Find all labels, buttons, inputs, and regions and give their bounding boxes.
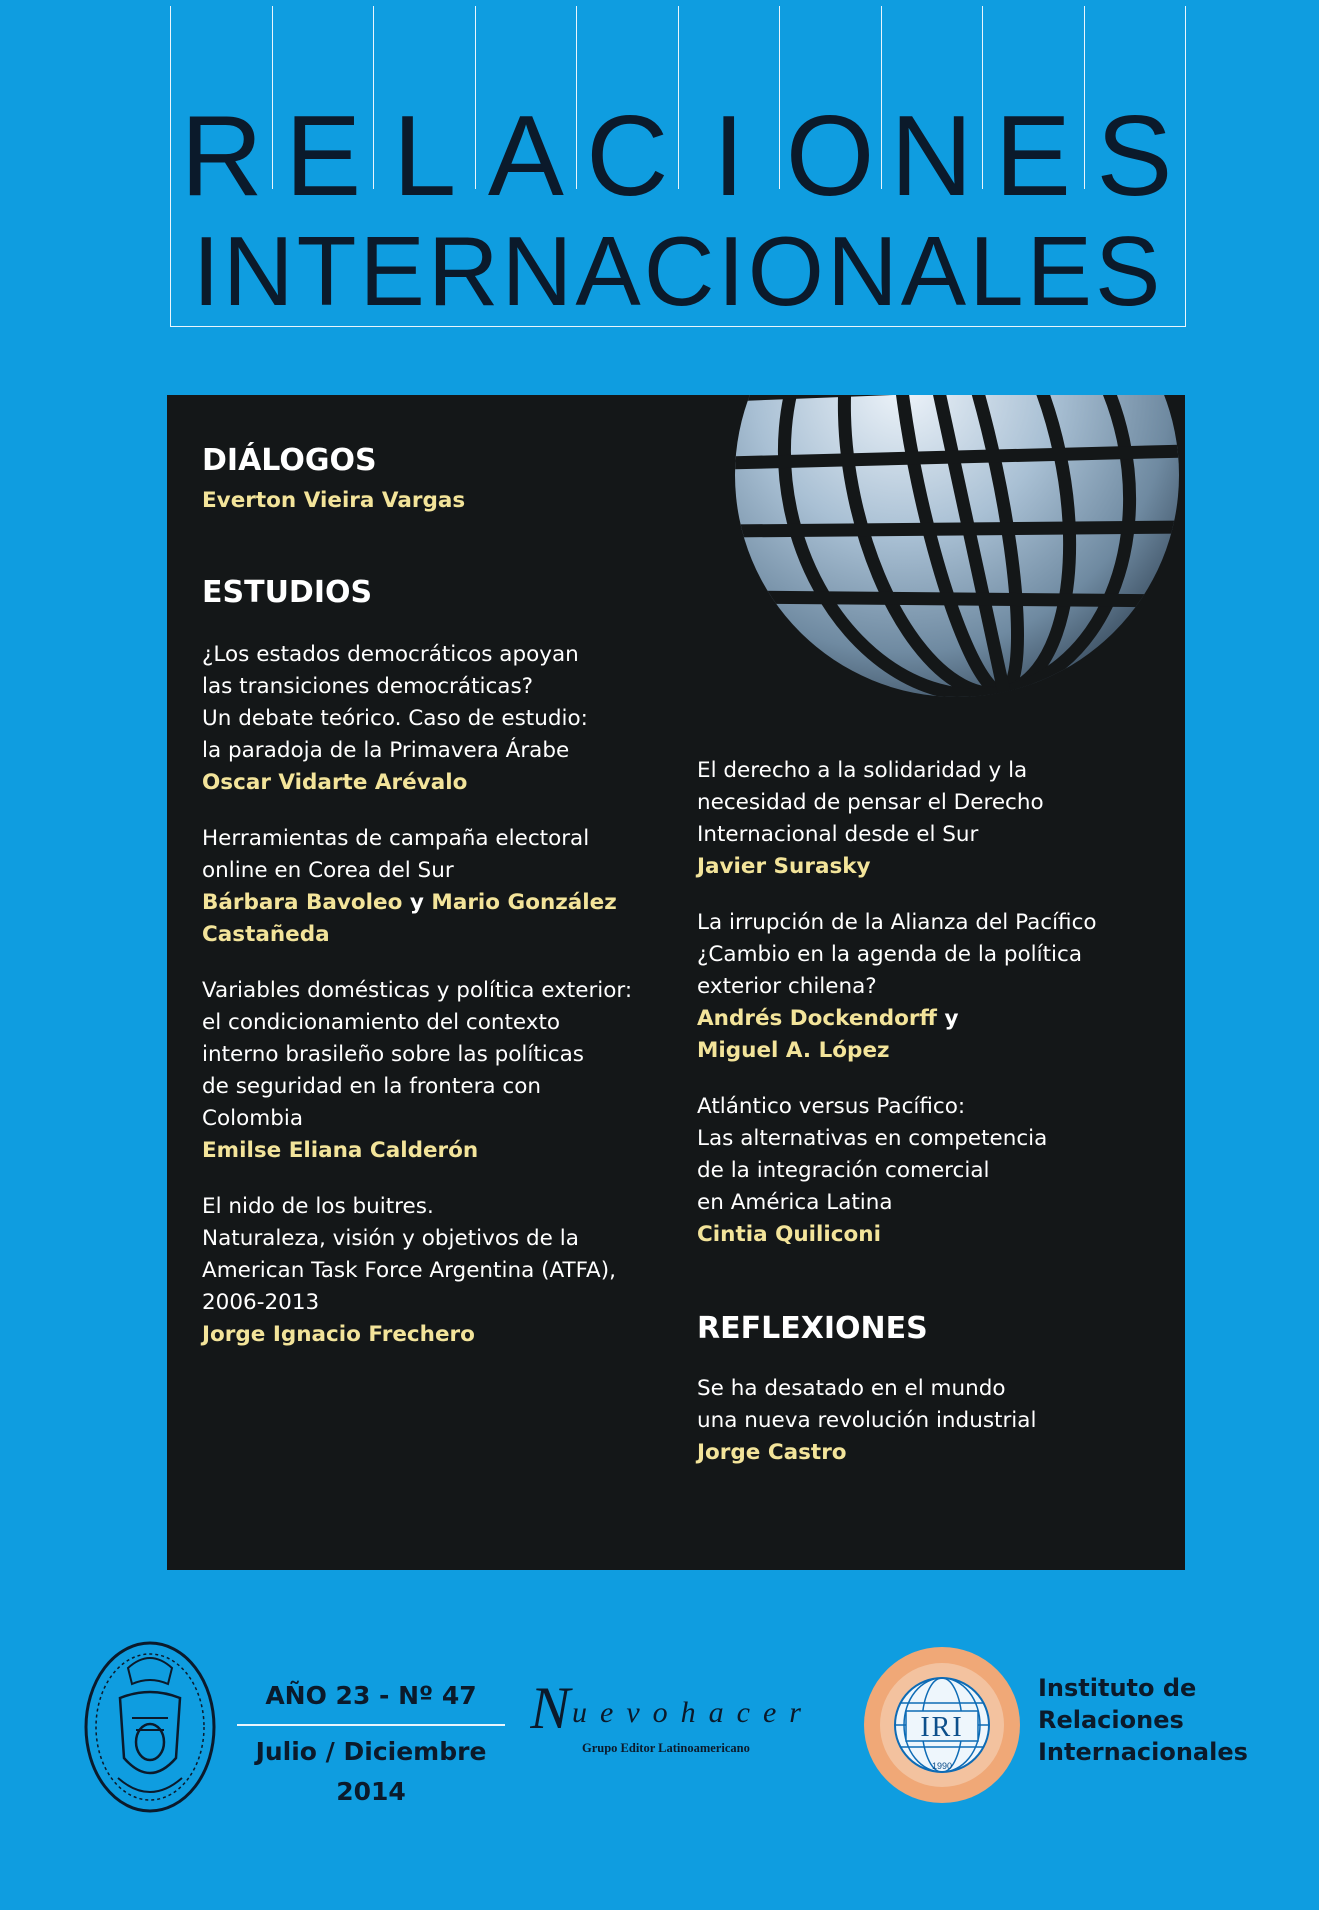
article-title: El derecho a la solidaridad y la necesidad de pensar el Derecho Internacional desde el Sur	[697, 758, 1044, 847]
section-heading-dialogos: DIÁLOGOS	[202, 443, 377, 478]
article-entry	[202, 639, 722, 799]
logo-name: uevohacer	[572, 1696, 814, 1729]
iri-acronym: IRI	[920, 1712, 964, 1743]
logo-initial: N	[530, 1675, 571, 1741]
title-letter: A	[487, 93, 564, 220]
article-title: Herramientas de campaña electoral online en Corea del Sur	[202, 826, 590, 883]
institute-name	[1038, 1672, 1248, 1768]
title-letter: E	[994, 93, 1071, 220]
title-letter: O	[785, 93, 875, 220]
authors	[697, 1003, 1167, 1035]
section-heading-estudios: ESTUDIOS	[202, 575, 373, 610]
contents-panel	[167, 395, 1185, 1570]
title-letter: R	[180, 93, 263, 220]
author-joiner: y	[409, 890, 424, 915]
contents-right-column	[697, 755, 1167, 1469]
title-letter: N	[890, 93, 973, 220]
title-letter: S	[1096, 93, 1173, 220]
contents-left-column	[202, 443, 722, 1351]
article-entry	[697, 755, 1167, 883]
article-title: Variables domésticas y política exterior: el condicionamiento del contexto interno brasileño sobre las políticas de seguridad en la frontera con Colombia	[202, 978, 633, 1131]
title-letter: I	[712, 93, 745, 220]
institute-line: Internacionales	[1038, 1738, 1248, 1766]
article-entry	[697, 1373, 1167, 1469]
iri-year: 1990	[931, 1761, 953, 1771]
globe-icon	[727, 395, 1185, 705]
author: Cintia Quiliconi	[697, 1222, 881, 1247]
nuevohacer-logo	[530, 1672, 842, 1760]
title-letter: E	[285, 93, 362, 220]
article-title: El nido de los buitres. Naturaleza, visión y objetivos de la American Task Force Argentina (ATFA), 2006-2013	[202, 1194, 616, 1315]
author: Mario González Castañeda	[202, 890, 617, 947]
article-entry	[202, 823, 722, 951]
university-seal-icon	[80, 1638, 220, 1816]
author: Oscar Vidarte Arévalo	[202, 770, 468, 795]
iri-logo-icon	[862, 1645, 1022, 1805]
article-title: La irrupción de la Alianza del Pacífico ¿Cambio en la agenda de la política exterior chilena?	[697, 910, 1097, 999]
masthead	[170, 6, 1186, 327]
section-heading-reflexiones: REFLEXIONES	[697, 1311, 928, 1346]
author: Javier Surasky	[697, 854, 871, 879]
article-title: Atlántico versus Pacífico: Las alternativas en competencia de la integración comercial en América Latina	[697, 1094, 1048, 1215]
author: Jorge Castro	[697, 1440, 847, 1465]
author-joiner: y	[944, 1006, 959, 1031]
issue-number: AÑO 23 - Nº 47	[237, 1676, 505, 1726]
author: Jorge Ignacio Frechero	[202, 1322, 475, 1347]
article-title: Se ha desatado en el mundo una nueva revolución industrial	[697, 1376, 1037, 1433]
author: Emilse Eliana Calderón	[202, 1138, 479, 1163]
article-entry	[697, 907, 1167, 1067]
article-entry	[202, 1191, 722, 1351]
issue-period: Julio / Diciembre 2014	[255, 1737, 487, 1806]
title-line-internacionales: INTERNACIONALES	[192, 216, 1164, 326]
author: Andrés Dockendorff	[697, 1006, 937, 1031]
author: Bárbara Bavoleo	[202, 890, 403, 915]
author: Miguel A. López	[697, 1038, 890, 1063]
article-entry	[202, 975, 722, 1167]
issue-info	[237, 1676, 505, 1812]
title-line-relaciones	[171, 94, 1185, 219]
authors	[202, 887, 722, 951]
institute-line: Instituto de	[1038, 1674, 1197, 1702]
logo-tagline: Grupo Editor Latinoamericano	[582, 1741, 750, 1755]
title-letter: C	[586, 93, 669, 220]
institute-line: Relaciones	[1038, 1706, 1184, 1734]
title-letter: L	[392, 93, 457, 220]
author: Everton Vieira Vargas	[202, 488, 466, 513]
article-title: ¿Los estados democráticos apoyan las transiciones democráticas? Un debate teórico. Caso de estudio: la paradoja de la Primavera Árabe	[202, 642, 588, 763]
article-entry	[697, 1091, 1167, 1251]
